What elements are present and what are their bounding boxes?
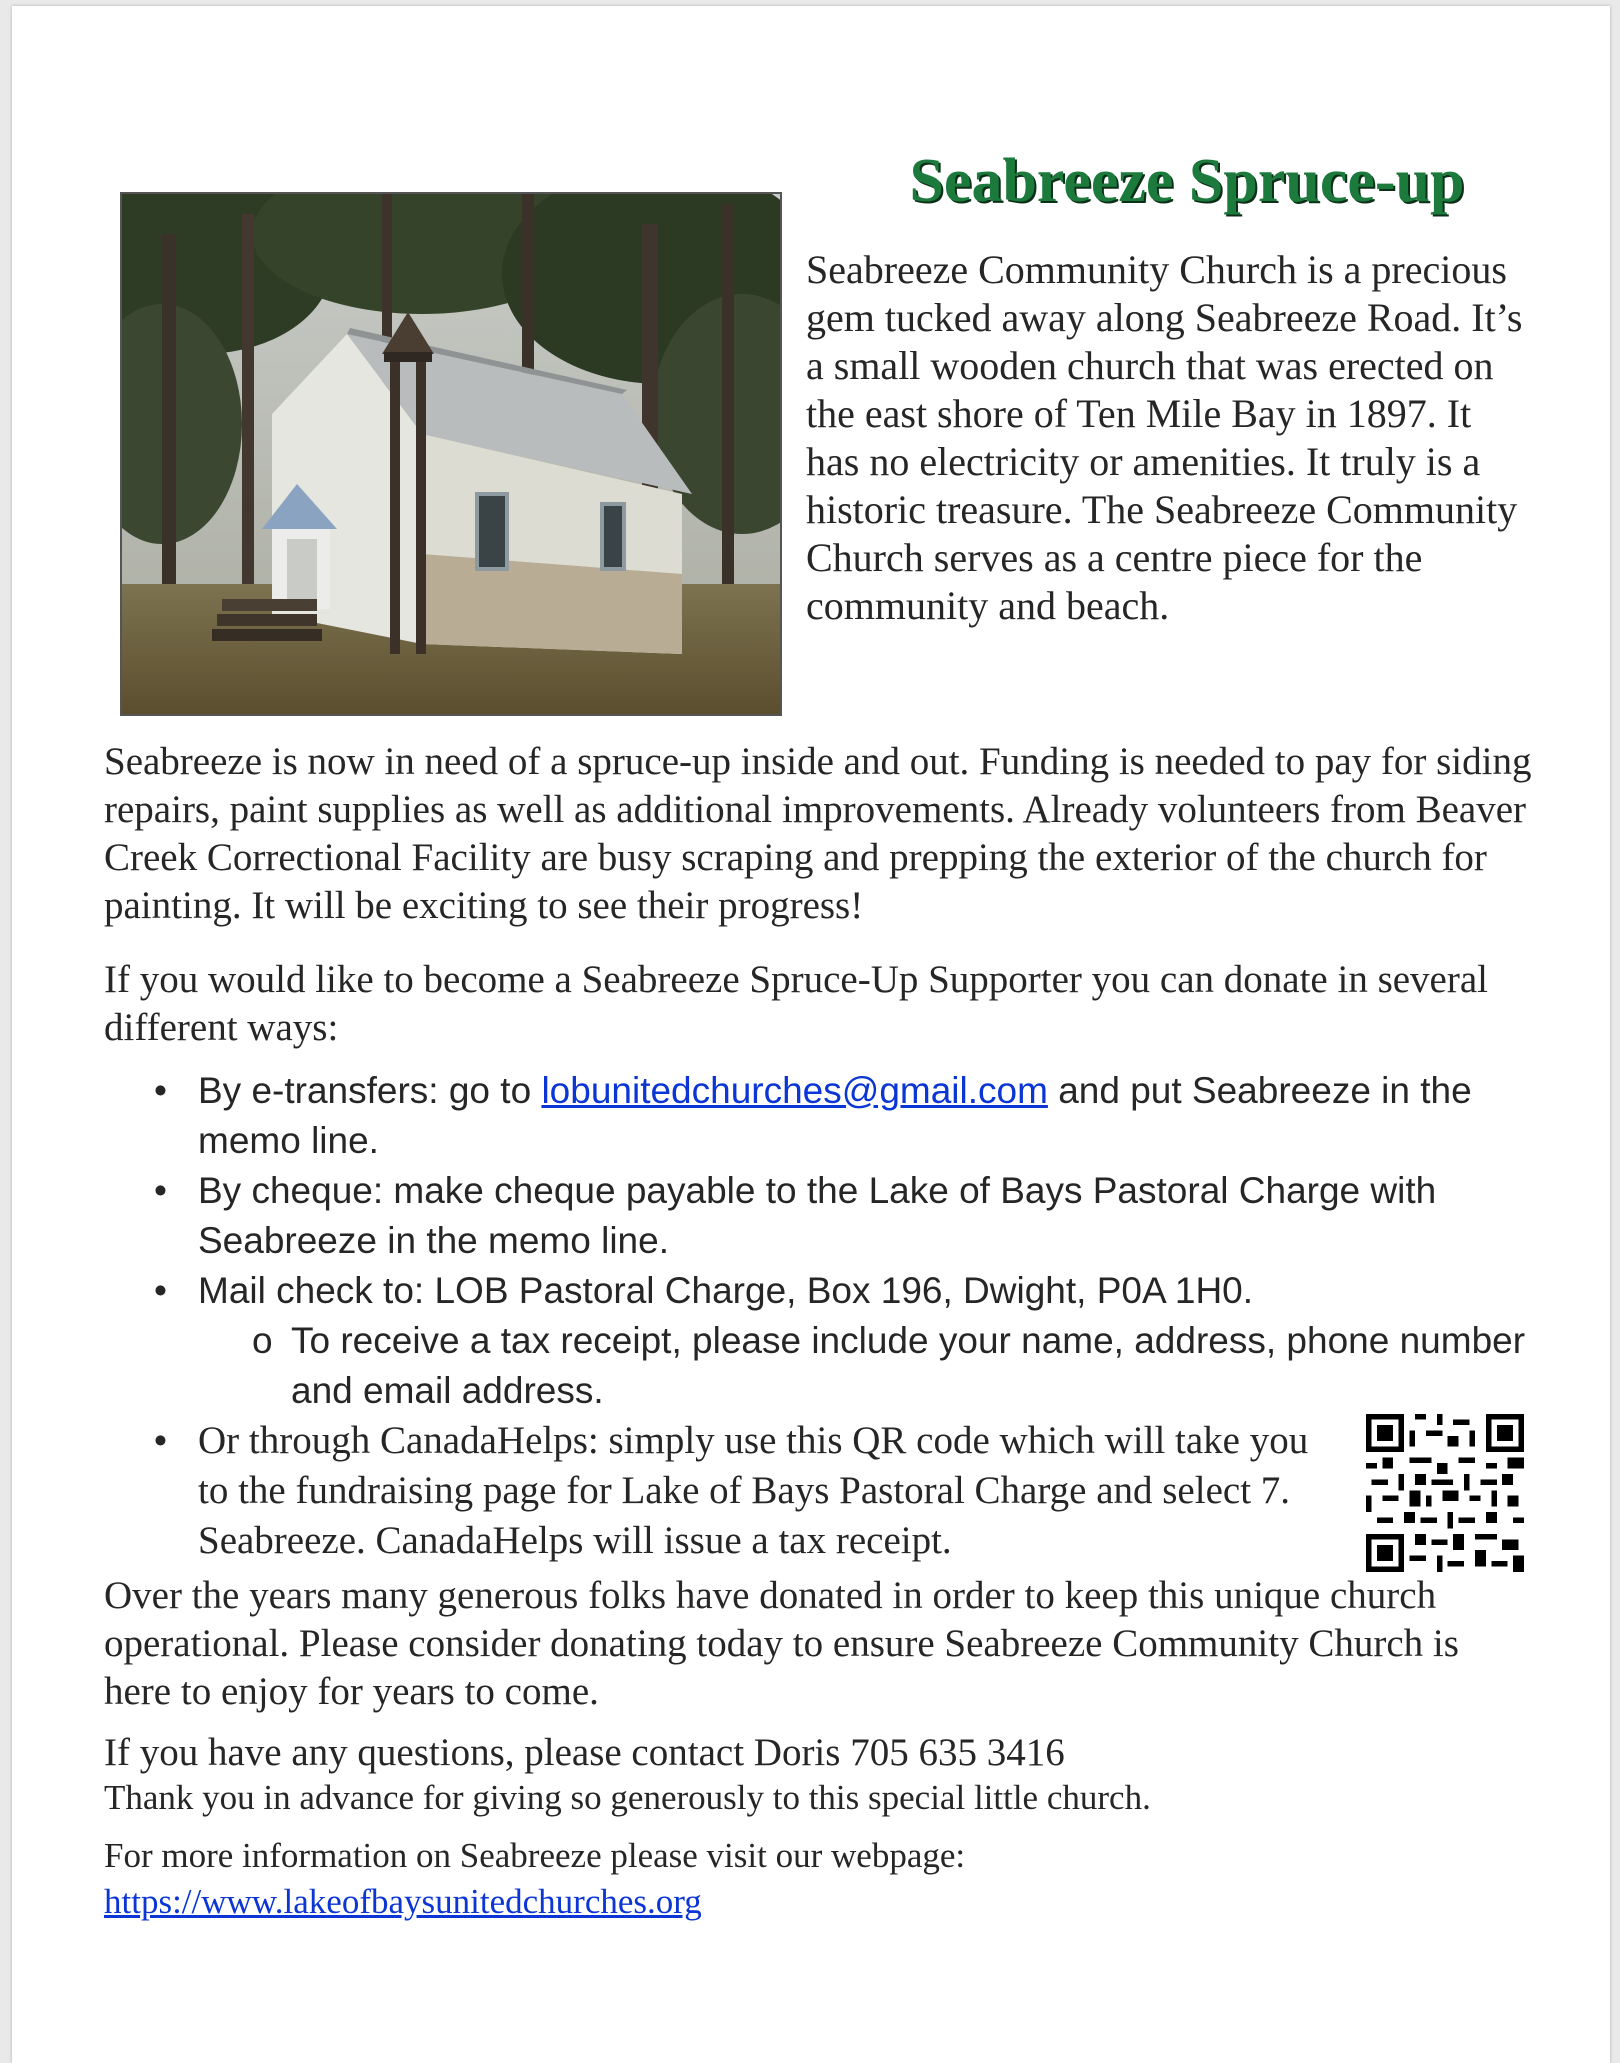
list-item-mail: [104, 1266, 1534, 1316]
etransfer-prefix: By e-transfers: go to: [198, 1070, 542, 1111]
canadahelps-text: Or through CanadaHelps: simply use this QR code which will take you to the fundraising page for Lake of Bays Pastoral Charge and select 7. Seabreeze. CanadaHelps will issue a tax receipt.: [198, 1419, 1309, 1562]
flyer-page: [12, 6, 1610, 2063]
list-item-etransfer: [104, 1066, 1534, 1166]
tax-receipt-text: To receive a tax receipt, please include your name, address, phone number and email address.: [291, 1320, 1526, 1411]
circle-bullet-icon: o: [252, 1320, 273, 1361]
questions-line: If you have any questions, please contact Doris 705 635 3416: [104, 1731, 1065, 1774]
cheque-text: By cheque: make cheque payable to the Lake of Bays Pastoral Charge with Seabreeze in the memo line.: [198, 1170, 1437, 1261]
closing-paragraph: Over the years many generous folks have donated in order to keep this unique church operational. Please consider donating today to ensure Seabreeze Community Church is here to enjoy for years to come.: [104, 1574, 1459, 1713]
more-info-line: For more information on Seabreeze please visit our webpage:: [104, 1836, 966, 1875]
page-title: Seabreeze Spruce-up: [909, 147, 1465, 215]
list-subitem-tax-receipt: [104, 1316, 1534, 1416]
etransfer-suffix: and put Seabreeze in the memo line.: [198, 1070, 1472, 1161]
donation-ways-list: [104, 1066, 1534, 1566]
qr-code-icon[interactable]: [1366, 1414, 1524, 1572]
list-item-canadahelps: [104, 1416, 1534, 1566]
thanks-line: Thank you in advance for giving so generously to this special little church.: [104, 1778, 1151, 1817]
bullet-icon: •: [154, 1170, 167, 1211]
need-paragraph: Seabreeze is now in need of a spruce-up inside and out. Funding is needed to pay for siding repairs, paint supplies as well as additional improvements. Already volunteers from Beaver Creek Correctional Facility are busy scraping and prepping the exterior of the church for painting. It will be exciting to see their progress!: [104, 740, 1532, 927]
donate-intro-paragraph: If you would like to become a Seabreeze Spruce-Up Supporter you can donate in several different ways:: [104, 958, 1489, 1049]
bullet-icon: •: [154, 1420, 167, 1461]
email-link[interactable]: lobunitedchurches@gmail.com: [541, 1070, 1048, 1111]
church-photo: [120, 192, 782, 716]
mail-text: Mail check to: LOB Pastoral Charge, Box 196, Dwight, P0A 1H0.: [198, 1270, 1254, 1311]
intro-paragraph: Seabreeze Community Church is a precious gem tucked away along Seabreeze Road. It’s a small wooden church that was erected on the east shore of Ten Mile Bay in 1897. It has no electricity or amenities. It truly is a historic treasure. The Seabreeze Community Church serves as a centre piece for the community and beach.: [806, 247, 1523, 628]
list-item-cheque: [104, 1166, 1534, 1266]
bullet-icon: •: [154, 1270, 167, 1311]
main-content: [104, 738, 1534, 1923]
webpage-link[interactable]: https://www.lakeofbaysunitedchurches.org: [104, 1882, 702, 1921]
bullet-icon: •: [154, 1070, 167, 1111]
